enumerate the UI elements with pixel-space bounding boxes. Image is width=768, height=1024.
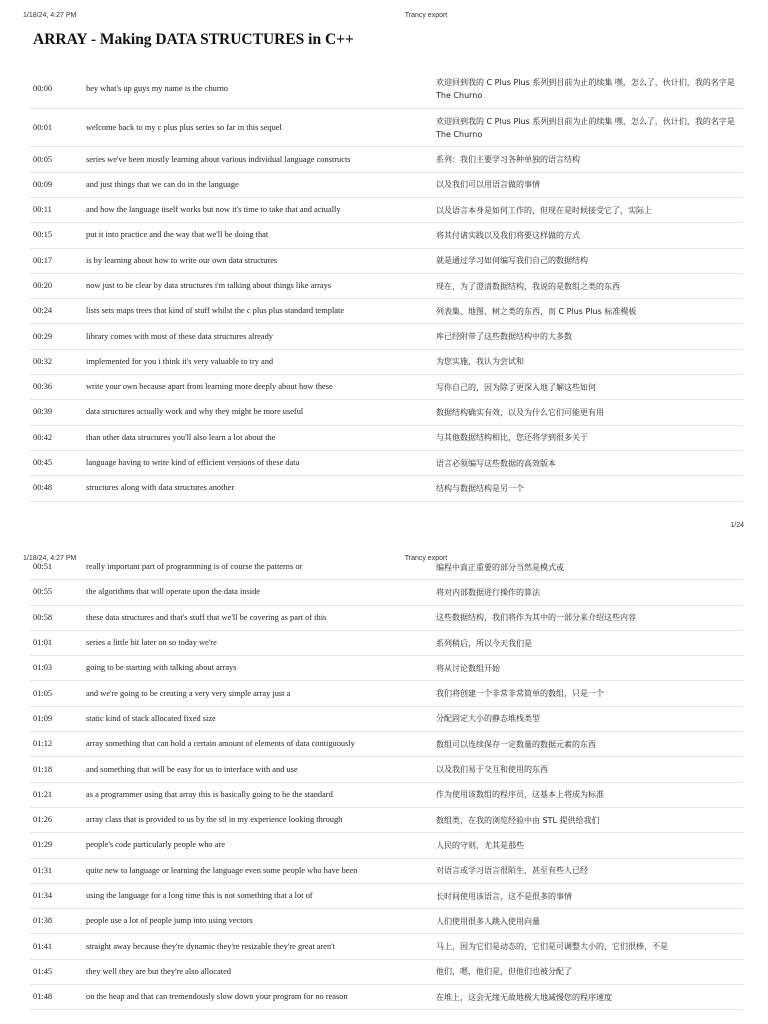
transcript-row bbox=[30, 426, 743, 451]
chinese-translation: 以及我们可以用语言做的事情 bbox=[436, 180, 540, 190]
chinese-translation: 在堆上，这会无缘无故地极大地减慢您的程序速度 bbox=[436, 992, 612, 1002]
timestamp: 00:48 bbox=[33, 483, 53, 493]
chinese-translation: 长时间使用该语言，这不是很多的事情 bbox=[436, 891, 572, 901]
timestamp: 01:38 bbox=[33, 916, 53, 926]
transcript-row bbox=[30, 656, 743, 681]
chinese-translation: 结构与数据结构是另一个 bbox=[436, 483, 524, 493]
timestamp: 00:05 bbox=[33, 154, 53, 164]
timestamp: 00:15 bbox=[33, 230, 53, 240]
transcript-row bbox=[30, 249, 743, 274]
timestamp: 00:36 bbox=[33, 382, 53, 392]
chinese-translation: 写你自己的，因为除了更深入地了解这些如何 bbox=[436, 382, 596, 392]
timestamp: 01:29 bbox=[33, 840, 53, 850]
english-caption: array class that is provided to us by the stl in my experience looking through bbox=[86, 815, 343, 825]
export-source: Trancy export bbox=[404, 555, 448, 562]
chinese-translation: 现在，为了澄清数据结构，我说的是数组之类的东西 bbox=[436, 281, 620, 291]
chinese-translation: 数组可以连续保存一定数量的数据元素的东西 bbox=[436, 739, 596, 749]
timestamp: 01:48 bbox=[33, 992, 53, 1002]
timestamp: 01:05 bbox=[33, 688, 53, 698]
transcript-row bbox=[30, 299, 743, 324]
transcript-row bbox=[30, 732, 743, 757]
timestamp: 01:41 bbox=[33, 941, 53, 951]
transcript-row bbox=[30, 555, 743, 580]
transcript-row bbox=[30, 109, 743, 148]
chinese-translation: 将从讨论数组开始 bbox=[436, 663, 500, 673]
transcript-row bbox=[30, 580, 743, 605]
english-caption: going to be starting with talking about arrays bbox=[86, 663, 237, 673]
timestamp: 00:32 bbox=[33, 356, 53, 366]
english-caption: lists sets maps trees that kind of stuff whilst the c plus plus standard template bbox=[86, 306, 345, 316]
transcript-row bbox=[30, 909, 743, 934]
transcript-row bbox=[30, 173, 743, 198]
transcript-row bbox=[30, 859, 743, 884]
chinese-translation: 欢迎回到我的 C Plus Plus 系列到目前为止的续集 嘿，怎么了，伙计们，我的名字是 The Churno bbox=[436, 77, 735, 100]
chinese-translation: 库已经附带了这些数据结构中的大多数 bbox=[436, 332, 572, 342]
timestamp: 01:31 bbox=[33, 865, 53, 875]
english-caption: straight away because they're dynamic they're resizable they're great aren't bbox=[86, 941, 336, 951]
timestamp: 01:45 bbox=[33, 966, 53, 976]
chinese-translation: 我们将创建一个非常非常简单的数组，只是一个 bbox=[436, 689, 604, 699]
chinese-translation: 编程中真正重要的部分当然是模式或 bbox=[436, 562, 564, 572]
transcript-row bbox=[30, 70, 743, 109]
timestamp: 00:17 bbox=[33, 255, 53, 265]
chinese-translation: 欢迎回到我的 C Plus Plus 系列到目前为止的续集 嘿，怎么了，伙计们，我的名字是 The Churno bbox=[436, 116, 735, 139]
english-caption: and we're going to be creating a very very simple array just a bbox=[86, 688, 291, 698]
timestamp: 01:12 bbox=[33, 739, 53, 749]
english-caption: people use a lot of people jump into using vectors bbox=[86, 916, 253, 926]
transcript-row bbox=[30, 350, 743, 375]
chinese-translation: 为您实施，我认为尝试和 bbox=[436, 357, 524, 367]
english-caption: put it into practice and the way that we'll be doing that bbox=[86, 230, 269, 240]
english-caption: data structures actually work and why they might be more useful bbox=[86, 407, 304, 417]
transcript-row bbox=[30, 833, 743, 858]
chinese-translation: 系列：我们主要学习各种单独的语言结构 bbox=[436, 155, 580, 165]
english-caption: series a little bit later on so today we're bbox=[86, 638, 217, 648]
english-caption: welcome back to my c plus plus series so far in this sequel bbox=[86, 122, 282, 132]
chinese-translation: 分配固定大小的静态堆栈类型 bbox=[436, 714, 540, 724]
timestamp: 00:09 bbox=[33, 179, 53, 189]
english-caption: people's code particularly people who are bbox=[86, 840, 225, 850]
english-caption: structures along with data structures another bbox=[86, 483, 235, 493]
chinese-translation: 与其他数据结构相比，您还将学到很多关于 bbox=[436, 433, 588, 443]
transcript-row bbox=[30, 631, 743, 656]
english-caption: is by learning about how to write our own data structures bbox=[86, 255, 278, 265]
timestamp: 00:39 bbox=[33, 407, 53, 417]
transcript-row bbox=[30, 476, 743, 501]
timestamp: 00:51 bbox=[33, 562, 53, 572]
chinese-translation: 系列稍后，所以今天我们是 bbox=[436, 638, 532, 648]
english-caption: write your own because apart from learning more deeply about how these bbox=[86, 382, 333, 392]
chinese-translation: 马上，因为它们是动态的，它们是可调整大小的，它们很棒，不是 bbox=[436, 942, 668, 952]
timestamp: 00:58 bbox=[33, 612, 53, 622]
transcript-row bbox=[30, 223, 743, 248]
english-caption: the algorithms that will operate upon the data inside bbox=[86, 587, 260, 597]
timestamp: 01:03 bbox=[33, 663, 53, 673]
timestamp: 00:24 bbox=[33, 306, 53, 316]
document-title: ARRAY - Making DATA STRUCTURES in C++ bbox=[33, 31, 354, 48]
english-caption: as a programmer using that array this is basically going to be the standard bbox=[86, 789, 333, 799]
timestamp: 01:09 bbox=[33, 713, 53, 723]
print-date: 1/18/24, 4:27 PM bbox=[23, 12, 77, 19]
timestamp: 00:20 bbox=[33, 281, 53, 290]
page-header bbox=[0, 12, 768, 22]
timestamp: 00:11 bbox=[33, 205, 52, 215]
transcript-table bbox=[30, 70, 743, 502]
page-number: 1/24 bbox=[730, 522, 744, 529]
english-caption: using the language for a long time this is not something that a lot of bbox=[86, 891, 313, 900]
timestamp: 01:01 bbox=[33, 638, 53, 648]
transcript-row bbox=[30, 783, 743, 808]
english-caption: and how the language itself works but now it's time to take that and actually bbox=[86, 205, 341, 215]
export-source: Trancy export bbox=[404, 12, 448, 19]
transcript-row bbox=[30, 274, 743, 299]
transcript-row bbox=[30, 375, 743, 400]
chinese-translation: 数组类，在我的浏览经验中由 STL 提供给我们 bbox=[436, 815, 600, 825]
document-page-2 bbox=[0, 543, 768, 1024]
transcript-row bbox=[30, 681, 743, 706]
chinese-translation: 他们，嗯，他们是，但他们也被分配了 bbox=[436, 967, 572, 977]
chinese-translation: 将对内部数据进行操作的算法 bbox=[436, 587, 540, 597]
english-caption: they well they are but they're also allocated bbox=[86, 966, 231, 976]
english-caption: library comes with most of these data structures already bbox=[86, 331, 273, 341]
transcript-row bbox=[30, 606, 743, 631]
transcript-row bbox=[30, 884, 743, 909]
english-caption: static kind of stack allocated fixed size bbox=[86, 713, 216, 723]
english-caption: on the heap and that can tremendously slow down your program for no reason bbox=[86, 992, 348, 1002]
chinese-translation: 人民的守则，尤其是那些 bbox=[436, 840, 524, 850]
transcript-row bbox=[30, 934, 743, 959]
chinese-translation: 数据结构确实有效，以及为什么它们可能更有用 bbox=[436, 407, 604, 417]
chinese-translation: 对语言或学习语言很陌生，甚至有些人已经 bbox=[436, 866, 588, 876]
chinese-translation: 人们使用很多人跳入使用向量 bbox=[436, 916, 540, 926]
timestamp: 01:26 bbox=[33, 815, 53, 825]
english-caption: these data structures and that's stuff that we'll be covering as part of this bbox=[86, 612, 327, 622]
timestamp: 01:34 bbox=[33, 891, 53, 900]
timestamp: 00:01 bbox=[33, 122, 53, 132]
english-caption: language having to write kind of efficient versions of these data bbox=[86, 458, 300, 468]
chinese-translation: 以及我们易于交互和使用的东西 bbox=[436, 765, 548, 775]
english-caption: really important part of programming is of course the patterns or bbox=[86, 562, 303, 572]
chinese-translation: 作为使用该数组的程序员，这基本上将成为标准 bbox=[436, 790, 604, 800]
transcript-row bbox=[30, 960, 743, 985]
timestamp: 00:42 bbox=[33, 432, 53, 442]
english-caption: hey what's up guys my name is the churno bbox=[86, 83, 228, 93]
print-date: 1/18/24, 4:27 PM bbox=[23, 555, 77, 562]
english-caption: implemented for you i think it's very valuable to try and bbox=[86, 356, 274, 366]
chinese-translation: 将其付诸实践以及我们将要这样做的方式 bbox=[436, 230, 580, 240]
english-caption: than other data structures you'll also learn a lot about the bbox=[86, 432, 276, 442]
transcript-row bbox=[30, 147, 743, 172]
transcript-row bbox=[30, 198, 743, 223]
transcript-row bbox=[30, 808, 743, 833]
transcript-table bbox=[30, 555, 743, 1010]
chinese-translation: 语言必须编写这些数据的高效版本 bbox=[436, 458, 556, 468]
chinese-translation: 这些数据结构，我们将作为其中的一部分来介绍这些内容 bbox=[436, 613, 636, 623]
timestamp: 00:00 bbox=[33, 83, 53, 93]
english-caption: and something that will be easy for us to interface with and use bbox=[86, 764, 298, 774]
english-caption: now just to be clear by data structures i'm talking about things like arrays bbox=[86, 281, 332, 290]
english-caption: series we've been mostly learning about various individual language constructs bbox=[86, 154, 351, 164]
transcript-row bbox=[30, 324, 743, 349]
transcript-row bbox=[30, 451, 743, 476]
transcript-row bbox=[30, 757, 743, 782]
transcript-row bbox=[30, 400, 743, 425]
transcript-row bbox=[30, 985, 743, 1010]
english-caption: array something that can hold a certain amount of elements of data contiguously bbox=[86, 739, 355, 749]
english-caption: and just things that we can do in the language bbox=[86, 179, 239, 189]
transcript-row bbox=[30, 707, 743, 732]
english-caption: quite new to language or learning the language even some people who have been bbox=[86, 865, 358, 875]
timestamp: 00:29 bbox=[33, 331, 53, 341]
chinese-translation: 列表集、地图、树之类的东西，而 C Plus Plus 标准模板 bbox=[436, 306, 637, 316]
timestamp: 01:21 bbox=[33, 789, 53, 799]
timestamp: 00:55 bbox=[33, 587, 53, 597]
chinese-translation: 以及语言本身是如何工作的，但现在是时候接受它了，实际上 bbox=[436, 205, 652, 215]
timestamp: 00:45 bbox=[33, 458, 53, 468]
timestamp: 01:18 bbox=[33, 764, 53, 774]
chinese-translation: 就是通过学习如何编写我们自己的数据结构 bbox=[436, 256, 588, 266]
